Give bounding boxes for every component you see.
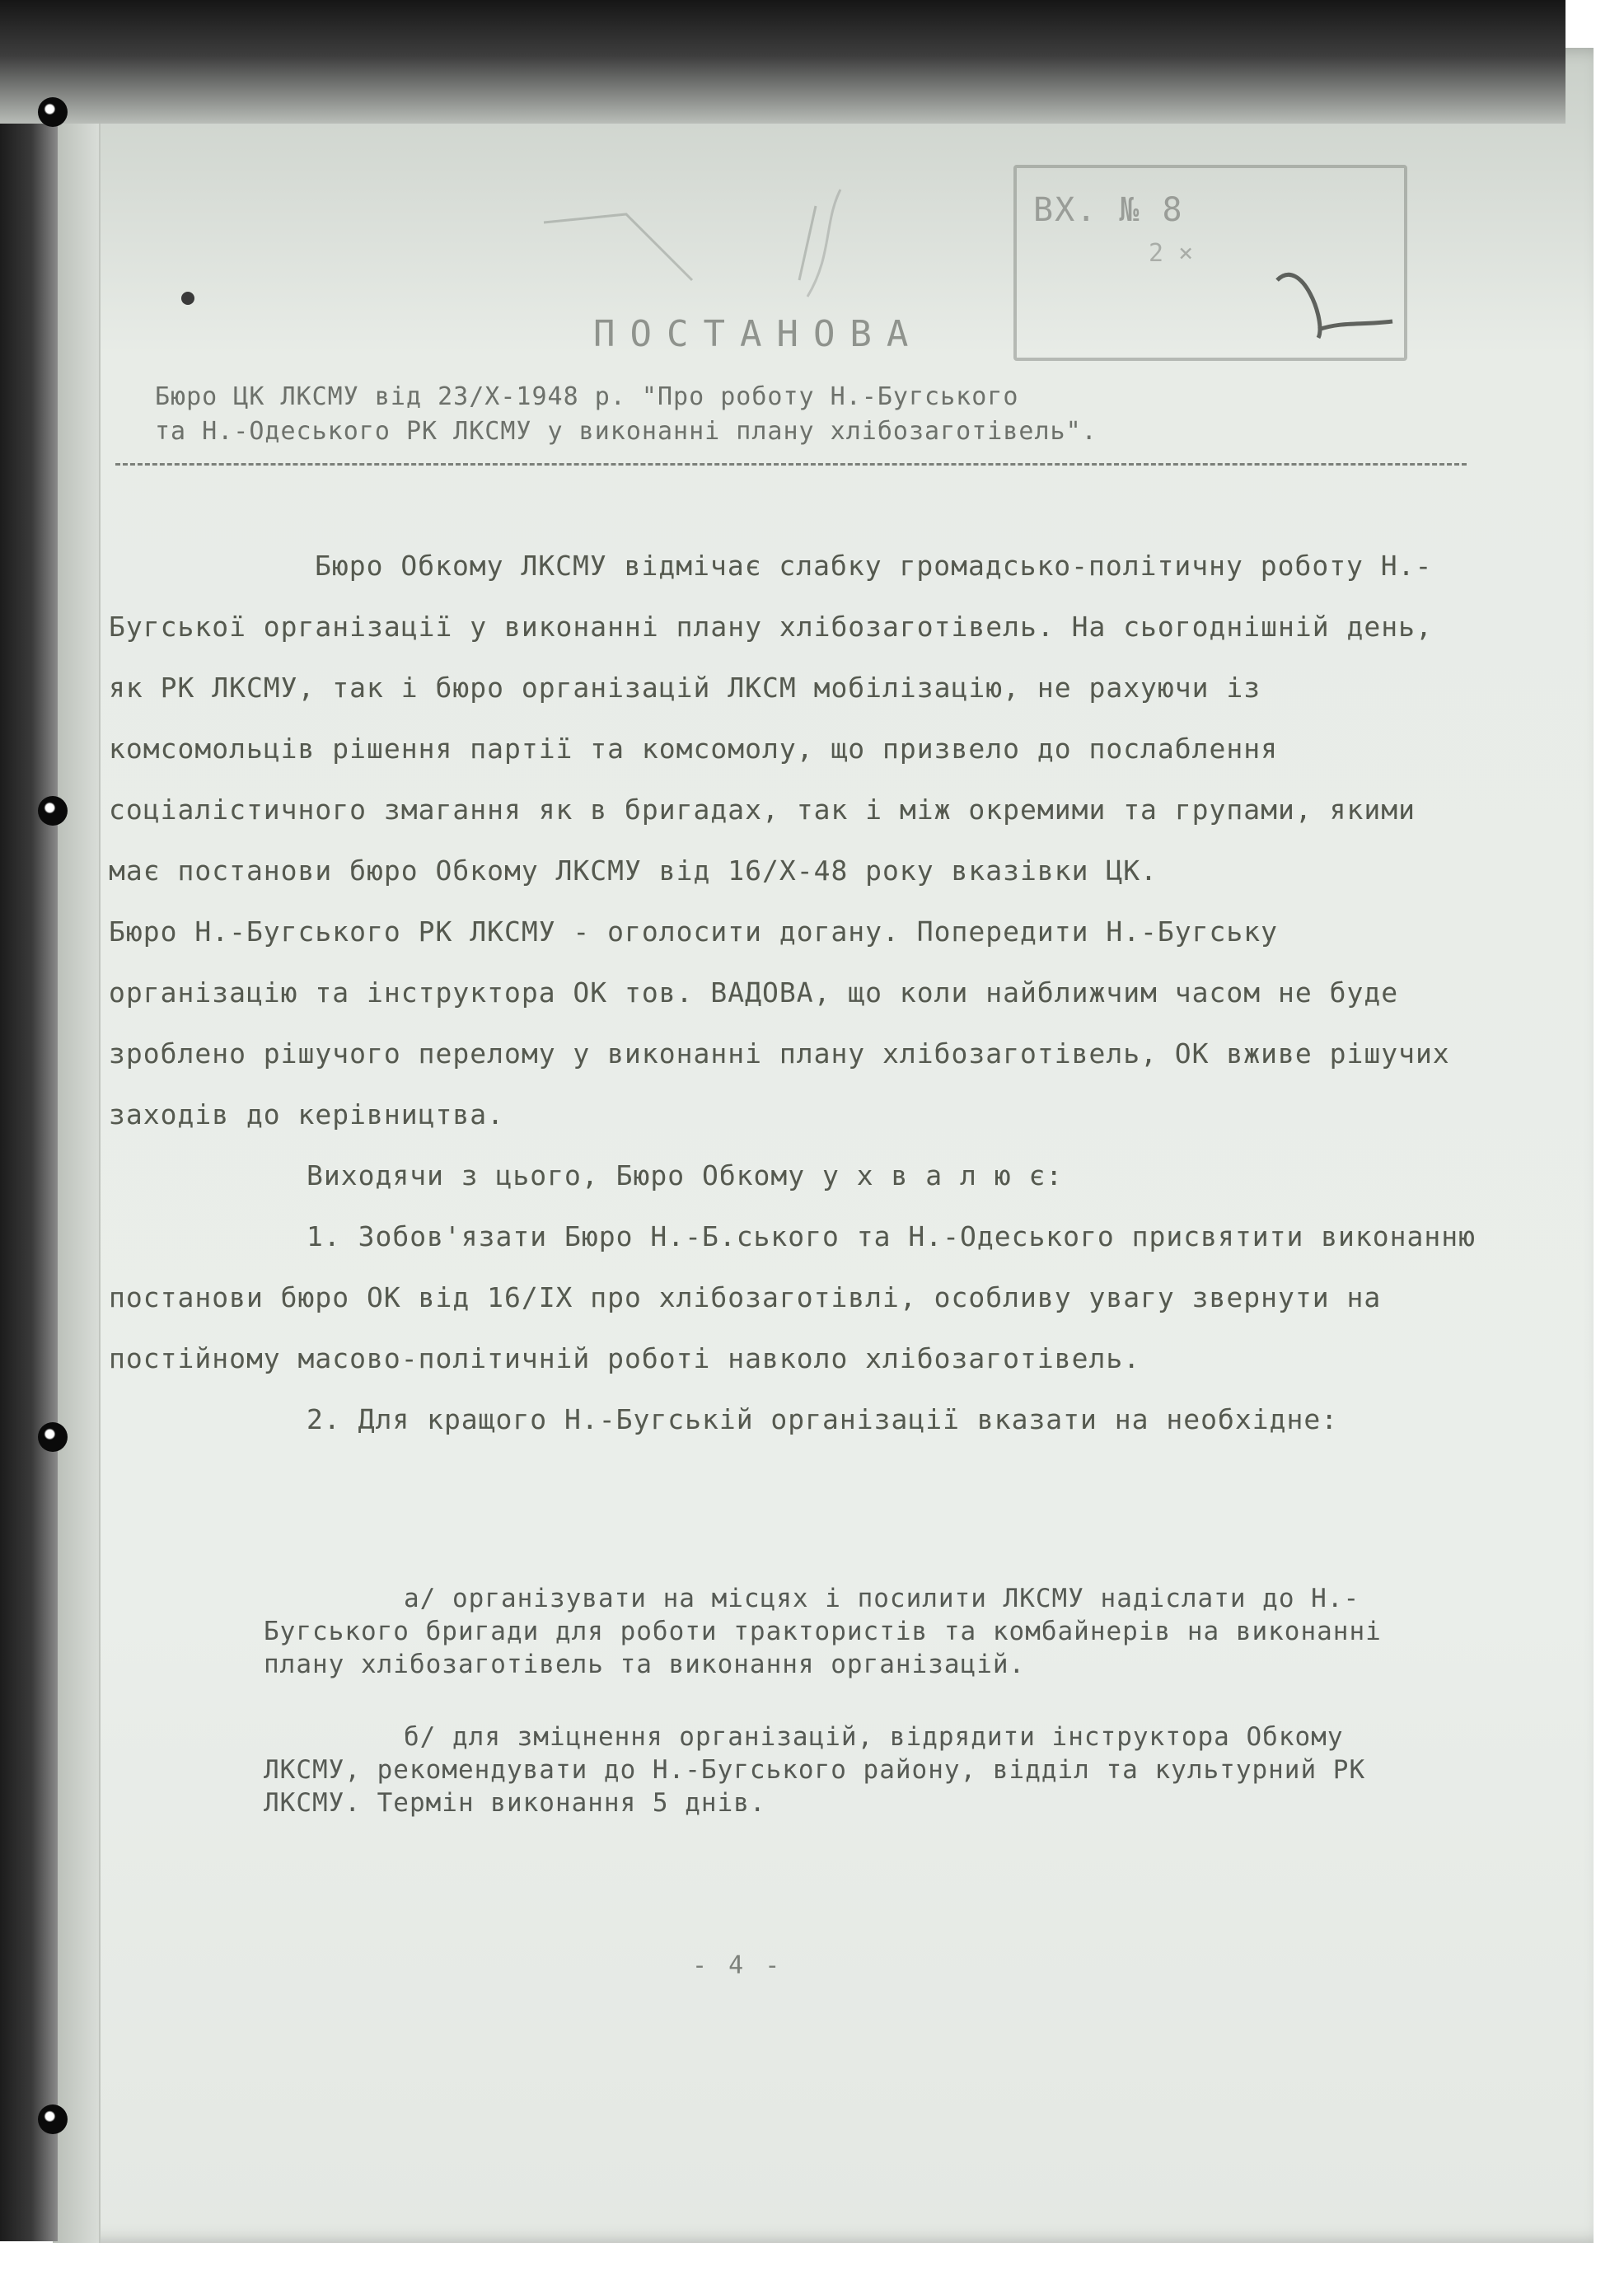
heading-line-1: Бюро ЦК ЛКСМУ від 23/Х-1948 р. "Про роботу Н.-Бугського [155,382,1019,411]
page-number: - 4 - [692,1951,784,1980]
stamp-sub: 2 × [1149,239,1194,268]
document-body [109,536,1477,1450]
ink-dot [181,292,194,305]
heading-line-2: та Н.-Одеського РК ЛКСМУ у виконанні плану хлібозаготівель". [155,417,1097,446]
punch-hole [38,2104,68,2134]
paragraph-1: Бюро Обкому ЛКСМУ відмічає слабку громадсько-політичну роботу Н.-Бугської організації у виконанні плану хлібозаготівель. На сьогоднішній день, як РК ЛКСМУ, так і бюро організацій ЛКСМ мобілізацію, не рахуючи із комсомольців рішення партії та комсомолу, що призвело до послаблення соціалістичного змагання як в бригадах, так і між окремими та групами, якими має постанови бюро Обкому ЛКСМУ від 16/Х-48 року вказівки ЦК. [109,550,1433,887]
list-item-a: а/ організувати на місцях і посилити ЛКСМУ надіслати до Н.-Бугського бригади для роботи трактористів та комбайнерів на виконанні плану хлібозаготівель та виконання організацій. [264,1584,1382,1679]
paragraph-2: Бюро Н.-Бугського РК ЛКСМУ - оголосити догану. Попередити Н.-Бугську організацію та інструктора ОК тов. ВАДОВА, що коли найближчим часом не буде зроблено рішучого перелому у виконанні плану хлібозаготівель, ОК вживе рішучих заходів до керівництва. [109,915,1450,1131]
list-item-b: б/ для зміцнення організацій, відрядити інструктора Обкому ЛКСМУ, рекомендувати до Н.-Бугського району, відділ та культурний РК ЛКСМУ. Термін виконання 5 днів. [264,1722,1366,1818]
paragraph-4: 1. Зобов'язати Бюро Н.-Б.ського та Н.-Одеського присвятити виконанню постанови бюро ОК від 16/IX про хлібозаготівлі, особливу увагу звернути на постійному масово-політичній роботі навколо хлібозаготівель. [109,1220,1477,1374]
punch-hole [38,97,68,127]
punch-hole [38,796,68,826]
paragraph-3: Виходячи з цього, Бюро Обкому у х в а л ю є: [307,1159,1064,1191]
scanner-background-left [0,0,58,2241]
sub-items [264,1582,1434,1859]
heading-underline [115,463,1467,466]
stamp-text: ВХ. № 8 [1033,191,1184,229]
punch-hole [38,1422,68,1452]
handwritten-signature [1269,247,1401,346]
document-title: ПОСТАНОВА [593,313,924,355]
scanner-background-top [0,0,1565,124]
page-binding-edge [53,48,101,2243]
paragraph-5: 2. Для кращого Н.-Бугській організації вказати на необхідне: [307,1403,1339,1435]
